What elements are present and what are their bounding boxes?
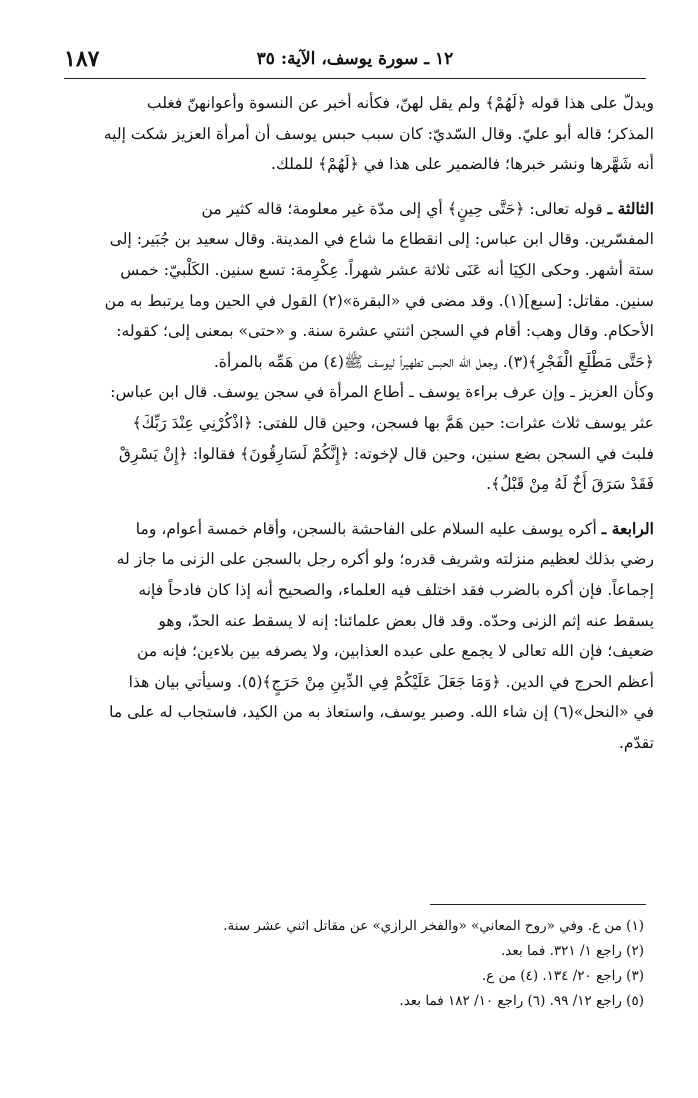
text-line: المذكر؛ قاله أبو عليّ. وقال السّديّ: كان سبب حبس يوسف أن أمرأة العزيز شكت إليه [103,124,654,143]
running-title: ١٢ ـ سورة يوسف، الآية: ٣٥ [256,49,454,69]
page-number: ١٨٧ [64,46,100,72]
text-line: فَقَدْ سَرَقَ أَخٌ لَهُ مِنْ قَبْلُ﴾. [486,475,654,494]
text-line: ضعيف؛ فإن الله تعالى لا يجمع على عبده العذابين، ولا يصرفه بين بلاءين؛ فإنه من [137,642,654,661]
text-line: ستة أشهر. وحكى الكِيَا أنه عَنَى ثلاثة عشر شهراً. عِكْرِمة: تسع سنين. الكَلْبيّ: خمس [120,260,654,279]
section-lead: الثالثة ـ [607,198,654,218]
footnote: (٣) راجع ٢٠/ ١٣٤. (٤) من ع. [481,968,644,984]
text-line: في «النحل»(٦) إن شاء الله. وصبر يوسف، واستعاذ به من الكيد، فاستجاب له على ما [109,703,654,722]
text-line: فلبث في السجن بضع سنين، وحين قال لإخوته: ﴿إِنَّكُمْ لَسَارِقُونَ﴾ فقالوا: ﴿إِنْ يَسْرِقْ [118,444,654,463]
text-line: سنين. مقاتل: [سبع](١). وقد مضى في «البقرة»(٢) القول في الحين وما يرتبط به من [104,291,654,310]
text-line: تقدّم. [618,733,654,752]
text-line [62,514,654,545]
text-line: ﴿حَتَّى مَطْلَعِ الْفَجْرِ﴾(٣). وجعل الله الحبس تطهيراً ليوسف ﷺ(٤) من هَمِّه بالمرأة. [213,352,654,371]
text-line: أنه شَهَّرها ونشر خبرها؛ فالضمير على هذا في ﴿لَهُمْ﴾ للملك. [271,155,654,174]
page-header [64,44,646,79]
text-line: الأحكام. وقال وهب: أقام في السجن اثنتي عشرة سنة. و «حتى» بمعنى إلى؛ كقوله: [116,322,654,341]
text-fragment: قوله تعالى: ﴿حَتَّى حِينٍ﴾ أي إلى مدّة غير معلومة؛ قاله كثير من [201,199,603,218]
footnote-divider [430,904,646,905]
footnote: (٢) راجع ١/ ٣٢١. فما بعد. [501,943,644,959]
footnotes [64,914,644,1014]
text-line [62,194,654,225]
text-line: وكأن العزيز ـ وإن عرف براءة يوسف ـ أطاع المرأة في سجن يوسف. قال ابن عباس: [110,383,654,402]
paragraph [62,514,654,759]
main-text [62,88,654,758]
text-line: أعظم الحرج في الدين. ﴿وَمَا جَعَلَ عَلَيْكُمْ فِي الدِّينِ مِنْ حَرَجٍ﴾(٥). وسيأتي بيان هذا [128,672,654,691]
section-lead: الرابعة ـ [601,518,654,538]
footnote: (٥) راجع ١٢/ ٩٩. (٦) راجع ١٠/ ١٨٢ فما بعد. [399,993,644,1009]
paragraph-gap [62,180,654,194]
paragraph [62,88,654,180]
paragraph-gap [62,500,654,514]
text-line: إجماعاً. فإن أكره بالضرب فقد اختلف فيه العلماء، والصحيح أنه إذا كان فادحاً فإنه [138,580,654,599]
text-line: رضي بذلك لعظيم منزلته وشريف قدره؛ ولو أكره رجل بالسجن على الزنى ما جاز له [116,550,654,569]
text-line: ويدلّ على هذا قوله ﴿لَهُمْ﴾ ولم يقل لهنّ، فكأنه أخبر عن النسوة وأعوانهنّ فغلب [146,94,654,112]
text-line: المفسّرين. وقال ابن عباس: إلى انقطاع ما شاع في المدينة. وقال سعيد بن جُبَير: إلى [109,230,654,249]
paragraph [62,194,654,500]
text-line: يسقط عنه إثم الزنى وحدّه. وقد قال بعض علمائنا: إنه لا يسقط عنه الحدّ، وهو [158,611,654,630]
text-line: عثر يوسف ثلاث عثرات: حين هَمَّ بها فسجن، وحين قال للفتى: ﴿اذْكُرْنِي عِنْدَ رَبِّكَ﴾ [132,413,654,432]
footnote: (١) من ع. وفي «روح المعاني» «والفخر الرازي» عن مقاتل اثني عشر سنة. [223,918,644,934]
text-fragment: أكره يوسف عليه السلام على الفاحشة بالسجن، وأقام خمسة أعوام، وما [135,519,597,538]
